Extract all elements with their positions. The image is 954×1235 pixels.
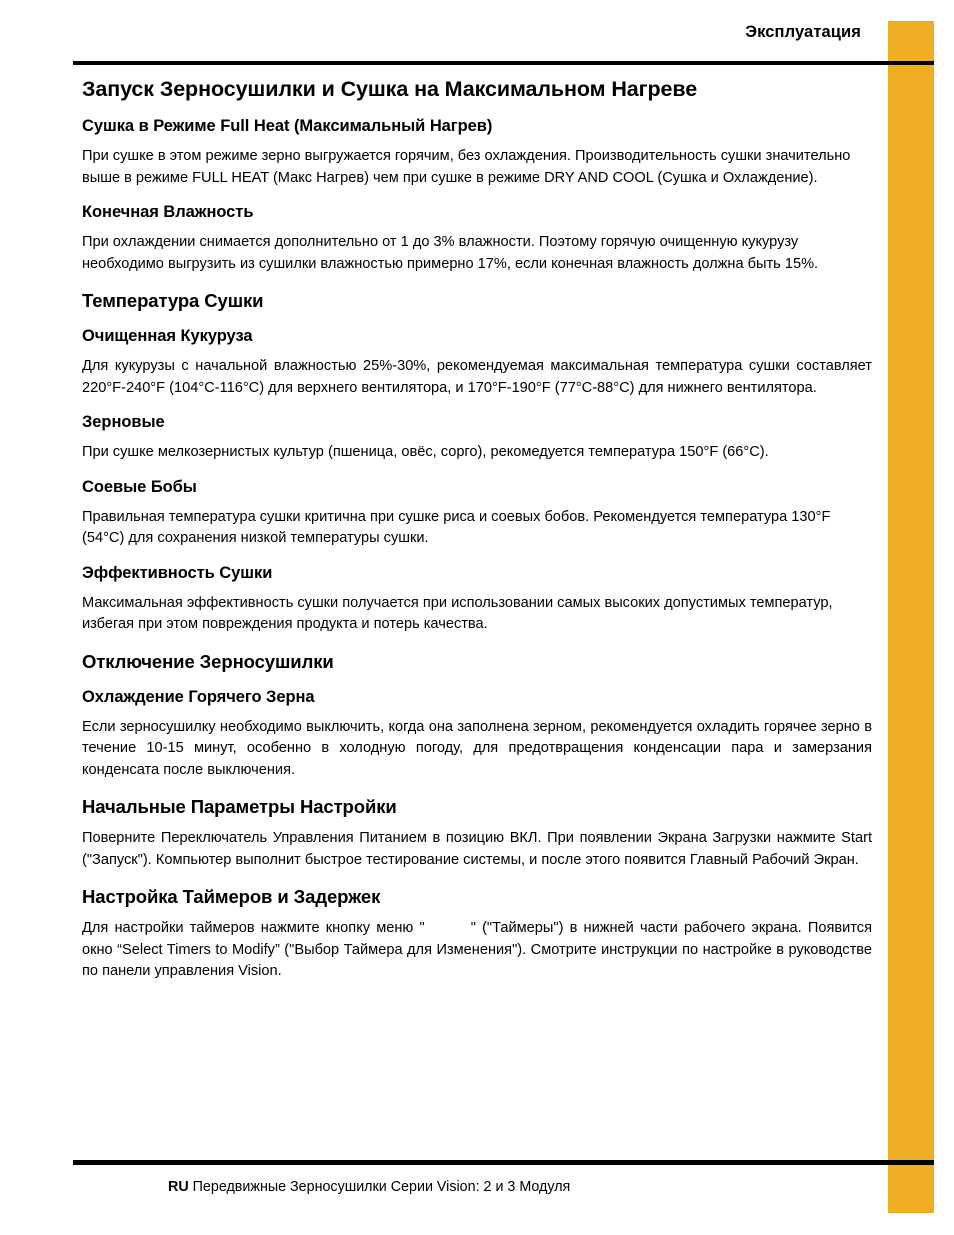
footer-document-title: Передвижные Зерносушилки Серии Vision: 2 и 3 Модуля (192, 1179, 571, 1195)
header-rule (73, 61, 934, 65)
paragraph-timers-part2: " ("Таймеры") в нижней части рабочего экрана. Появится окно “Select Timers to Modify” ("Выбор Таймера для Изменения"). Смотрите инструкции по настройке в руководстве по панели управления Vision. (82, 920, 872, 979)
heading-cooling-hot-grain: Охлаждение Горячего Зерна (82, 687, 315, 706)
heading-shutdown: Отключение Зерносушилки (82, 650, 334, 672)
heading-soybeans: Соевые Бобы (82, 477, 197, 496)
paragraph-final-moisture: При охлаждении снимается дополнительно от 1 до 3% влажности. Поэтому горячую очищенную кукурузу необходимо выгрузить из сушилки влажностью примерно 17%, если конечная влажность должна быть 15%. (82, 234, 819, 272)
paragraph-shelled-corn: Для кукурузы с начальной влажностью 25%-30%, рекомендуемая максимальная температура сушки составляет 220°F-240°F (104°C-116°C) для верхнего вентилятора, и 170°F-190°F (77°C-88°C) для нижнего вентилятора. (82, 358, 872, 396)
heading-full-heat: Сушка в Режиме Full Heat (Максимальный Нагрев) (82, 117, 493, 135)
heading-drying-efficiency: Эффективность Сушки (82, 563, 273, 582)
heading-final-moisture: Конечная Влажность (82, 203, 254, 221)
header-chapter-title: Эксплуатация (745, 23, 861, 41)
paragraph-timers-delays (82, 918, 872, 983)
footer-language-code: RU (168, 1179, 189, 1195)
page-footer (168, 1177, 868, 1197)
paragraph-full-heat: При сушке в этом режиме зерно выгружается горячим, без охлаждения. Производительность сушки значительно выше в режиме FULL HEAT (Макс Нагрев) чем при сушке в режиме DRY AND COOL (Сушка и Охлаждение). (82, 148, 851, 186)
paragraph-initial-setup: Поверните Переключатель Управления Питанием в позицию ВКЛ. При появлении Экрана Загрузки нажмите Start ("Запуск"). Компьютер выполнит быстрое тестирование системы, и после этого появится Главный Рабочий Экран. (82, 830, 872, 868)
paragraph-timers-part1: Для настройки таймеров нажмите кнопку меню " (82, 920, 425, 936)
heading-shelled-corn: Очищенная Кукуруза (82, 327, 253, 345)
chapter-title: Запуск Зерносушилки и Сушка на Максимальном Нагреве (82, 77, 698, 101)
heading-small-grains: Зерновые (82, 413, 165, 431)
page-content (73, 70, 873, 983)
page-header (73, 22, 861, 42)
paragraph-small-grains: При сушке мелкозернистых культур (пшеница, овёс, сорго), рекомедуется температура 150°F (66°C). (82, 444, 769, 460)
chapter-tab-marker (888, 21, 934, 1213)
heading-timers-delays: Настройка Таймеров и Задержек (82, 886, 381, 907)
heading-drying-temperature: Температура Сушки (82, 290, 264, 311)
footer-rule (73, 1160, 934, 1165)
heading-initial-setup: Начальные Параметры Настройки (82, 796, 397, 817)
paragraph-cooling-hot-grain: Если зерносушилку необходимо выключить, когда она заполнена зерном, рекомендуется охладить горячее зерно в течение 10-15 минут, особенно в холодную погоду, для предотвращения конденсации пара и замерзания конденсата после выключения. (82, 718, 872, 778)
paragraph-drying-efficiency: Максимальная эффективность сушки получается при использовании самых высоких допустимых температур, избегая при этом повреждения продукта и потерь качества. (82, 594, 833, 632)
paragraph-soybeans: Правильная температура сушки критична при сушке риса и соевых бобов. Рекомендуется температура 130°F (54°C) для сохранения низкой температуры сушки. (82, 508, 831, 546)
